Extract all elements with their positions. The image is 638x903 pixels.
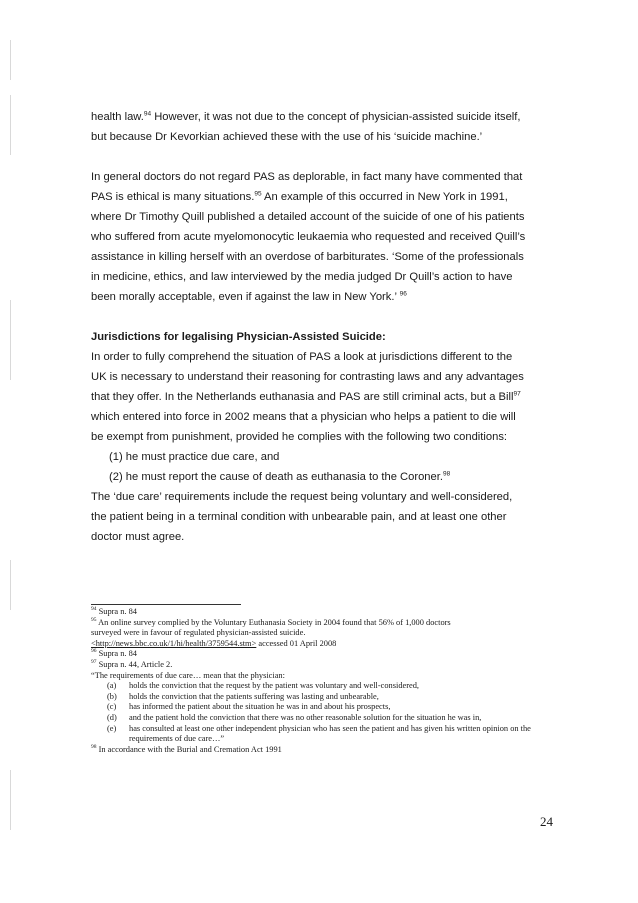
due-care-line: doctor must agree.	[91, 531, 185, 543]
intro-line: but because Dr Kevorkian achieved these with the use of his ‘suicide machine.’	[91, 131, 483, 143]
condition-item: (2) he must report the cause of death as euthanasia to the Coroner.$^{98}$	[109, 470, 451, 483]
scan-edge-mark	[10, 560, 11, 610]
section-line: In order to fully comprehend the situation of PAS a look at jurisdictions different to the	[91, 351, 513, 363]
due-care-item: (d) and the patient hold the conviction that there was no other reasonable solution for the situation he was in,	[107, 712, 482, 722]
due-care-item: (c) has informed the patient about the situation he was in and about his prospects,	[107, 702, 391, 712]
footnotes	[91, 607, 553, 755]
intro-line: health law.$^{94}$ However, it was not due to the concept of physician-assisted suicide itself,	[91, 110, 521, 123]
scan-edge-mark	[10, 95, 11, 155]
doctors-paragraph-line: been morally acceptable, even if against the law in New York.’ $^{96}$	[91, 290, 407, 303]
footnote-ref: 94	[143, 110, 152, 118]
footnote-separator	[91, 604, 241, 605]
doctors-paragraph-line: where Dr Timothy Quill published a detailed account of the suicide of one of his patients	[91, 211, 525, 223]
footnote-ref: 98	[442, 470, 451, 478]
footnote-96: $^{96}$ Supra n. 84	[91, 648, 137, 659]
due-care-line: The ‘due care’ requirements include the request being voluntary and well-considered,	[91, 491, 513, 503]
section-line: that they offer. In the Netherlands euthanasia and PAS are still criminal acts, but a Bill$^{97}$	[91, 390, 521, 403]
due-care-item: (b) holds the conviction that the patients suffering was lasting and unbearable,	[107, 691, 379, 701]
doctors-paragraph-line: assistance in killing herself with an overdose of barbiturates. ‘Some of the professionals	[91, 251, 524, 263]
page-number: 24	[540, 814, 553, 829]
footnote-ref: 97	[513, 390, 521, 398]
doctors-paragraph-line: in medicine, ethics, and law interviewed by the media judged Dr Quill’s action to have	[91, 271, 513, 283]
footnote-95-link-line: <http://news.bbc.co.uk/1/hi/health/3759544.stm> accessed 01 April 2008	[91, 638, 337, 648]
due-care-item: (e) has consulted at least one other independent physician who has seen the patient and has given his written opinion on the requirements of due care…”	[107, 723, 531, 744]
bbc-news-link[interactable]: <http://news.bbc.co.uk/1/hi/health/3759544.stm>	[91, 638, 257, 648]
footnote-95: $^{95}$ An online survey complied by the Voluntary Euthanasia Society in 2004 found that 56% of 1,000 doctors	[91, 616, 451, 627]
footnote-94: $^{94}$ Supra n. 84	[91, 606, 137, 616]
footnote-97: $^{97}$ Supra n. 44, Article 2.	[91, 659, 173, 669]
footnote-98: $^{98}$ In accordance with the Burial and Cremation Act 1991	[91, 743, 282, 754]
due-care-line: the patient being in a terminal condition with unbearable pain, and at least one other	[91, 511, 507, 523]
doctors-paragraph-line: In general doctors do not regard PAS as deplorable, in fact many have commented that	[91, 171, 523, 183]
section-line: UK is necessary to understand their reasoning for contrasting laws and any advantages	[91, 371, 524, 383]
section-heading: Jurisdictions for legalising Physician-Assisted Suicide:	[91, 331, 386, 343]
section-line: be exempt from punishment, provided he complies with the following two conditions:	[91, 431, 508, 443]
footnote-97-quote: “The requirements of due care… mean that the physician:	[91, 670, 285, 680]
due-care-item: (a) holds the conviction that the request by the patient was voluntary and well-considered,	[107, 681, 420, 691]
body-text	[91, 107, 553, 547]
scan-edge-mark	[10, 770, 11, 830]
footnote-95-cont: surveyed were in favour of regulated physician-assisted suicide.	[91, 628, 306, 638]
condition-item: (1) he must practice due care, and	[109, 451, 280, 463]
scan-edge-mark	[10, 300, 11, 380]
doctors-paragraph-line: PAS is ethical is many situations.$^{95}$ An example of this occurred in New York in 1991,	[91, 190, 508, 203]
footnote-ref: 95	[254, 190, 262, 198]
scan-edge-mark	[10, 40, 11, 80]
section-line: which entered into force in 2002 means that a physician who helps a patient to die will	[91, 411, 516, 423]
footnote-ref: 96	[399, 290, 407, 298]
doctors-paragraph-line: who suffered from acute myelomonocytic leukaemia who requested and received Quill’s	[91, 231, 526, 243]
